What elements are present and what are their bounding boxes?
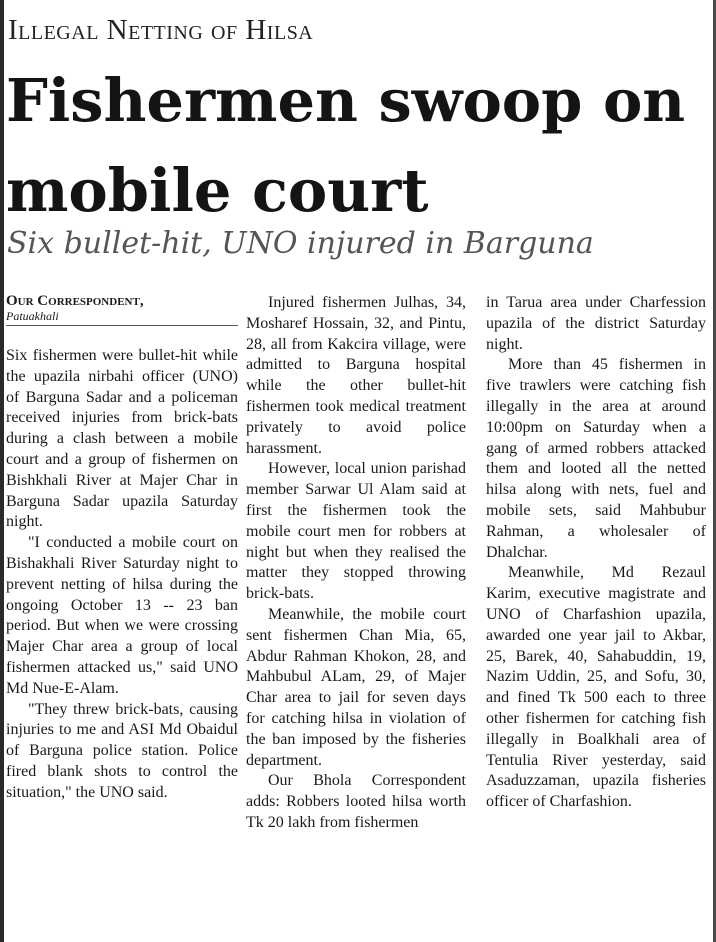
left-scan-edge — [0, 0, 4, 942]
article-column-3 — [486, 293, 706, 813]
paragraph: Meanwhile, the mobile court sent fishermen Chan Mia, 65, Abdur Rahman Khokon, 28, and Mahbubul ALam, 29, of Majer Char area to jail for seven days for catching hilsa in violation of the ban imposed by the fisheries department. — [246, 605, 466, 769]
article-column-1 — [6, 346, 238, 804]
article-column-2 — [246, 293, 466, 834]
paragraph: "They threw brick-bats, causing injuries to me and ASI Md Obaidul of Barguna police station. Police fired blank shots to control the situation," the UNO said. — [6, 700, 238, 801]
paragraph: However, local union parishad member Sarwar Ul Alam said at first the fishermen took the mobile court men for robbers at night but when they realised the matter they stopped throwing brick-bats. — [246, 460, 466, 603]
byline — [6, 293, 238, 326]
byline-name: Our Correspondent, — [6, 293, 144, 309]
paragraph: in Tarua area under Charfession upazila of the district Saturday night. — [486, 294, 706, 353]
paragraph: Injured fishermen Julhas, 34, Mosharef Hossain, 32, and Pintu, 28, all from Kakcira village, were admitted to Barguna hospital while the other bullet-hit fishermen took medical treatment privately to avoid police harassment. — [246, 294, 466, 457]
byline-place: Patuakhali — [6, 309, 59, 323]
paragraph: "I conducted a mobile court on Bishakhali River Saturday night to prevent netting of hilsa during the ongoing October 13 -- 23 ban period. But when we were crossing Majer Char area a group of local fishermen attacked us," said UNO Md Nue-E-Alam. — [6, 534, 238, 697]
paragraph: Meanwhile, Md Rezaul Karim, executive magistrate and UNO of Charfashion upazila, awarded one year jail to Akbar, 25, Barek, 40, Sahabuddin, 19, Nazim Uddin, 25, and Sofu, 30, and fined Tk 500 each to three other fishermen for catching fish illegally in Boalkhali area of Tentulia River yesterday, said Asaduzzaman, upazila fisheries officer of Charfashion. — [486, 564, 706, 811]
paragraph: Six fishermen were bullet-hit while the upazila nirbahi officer (UNO) of Barguna Sadar and a policeman received injuries from brick-bats during a clash between a mobile court and a group of fishermen on Bishkhali River at Majer Char in Barguna Sadar upazila Saturday night. — [6, 347, 238, 531]
headline: Fishermen swoop on mobile court — [6, 66, 686, 225]
kicker: Illegal Netting of Hilsa — [8, 14, 314, 46]
paragraph: More than 45 fishermen in five trawlers were catching fish illegally in the area at around 10:00pm on Saturday when a gang of armed robbers attacked them and looted all the netted hilsa along with nets, fuel and mobile sets, said Mahbubur Rahman, a wholesaler of Dhalchar. — [486, 356, 706, 561]
subheadline: Six bullet-hit, UNO injured in Barguna — [7, 226, 594, 261]
paragraph: Our Bhola Correspondent adds: Robbers looted hilsa worth Tk 20 lakh from fishermen — [246, 772, 466, 831]
